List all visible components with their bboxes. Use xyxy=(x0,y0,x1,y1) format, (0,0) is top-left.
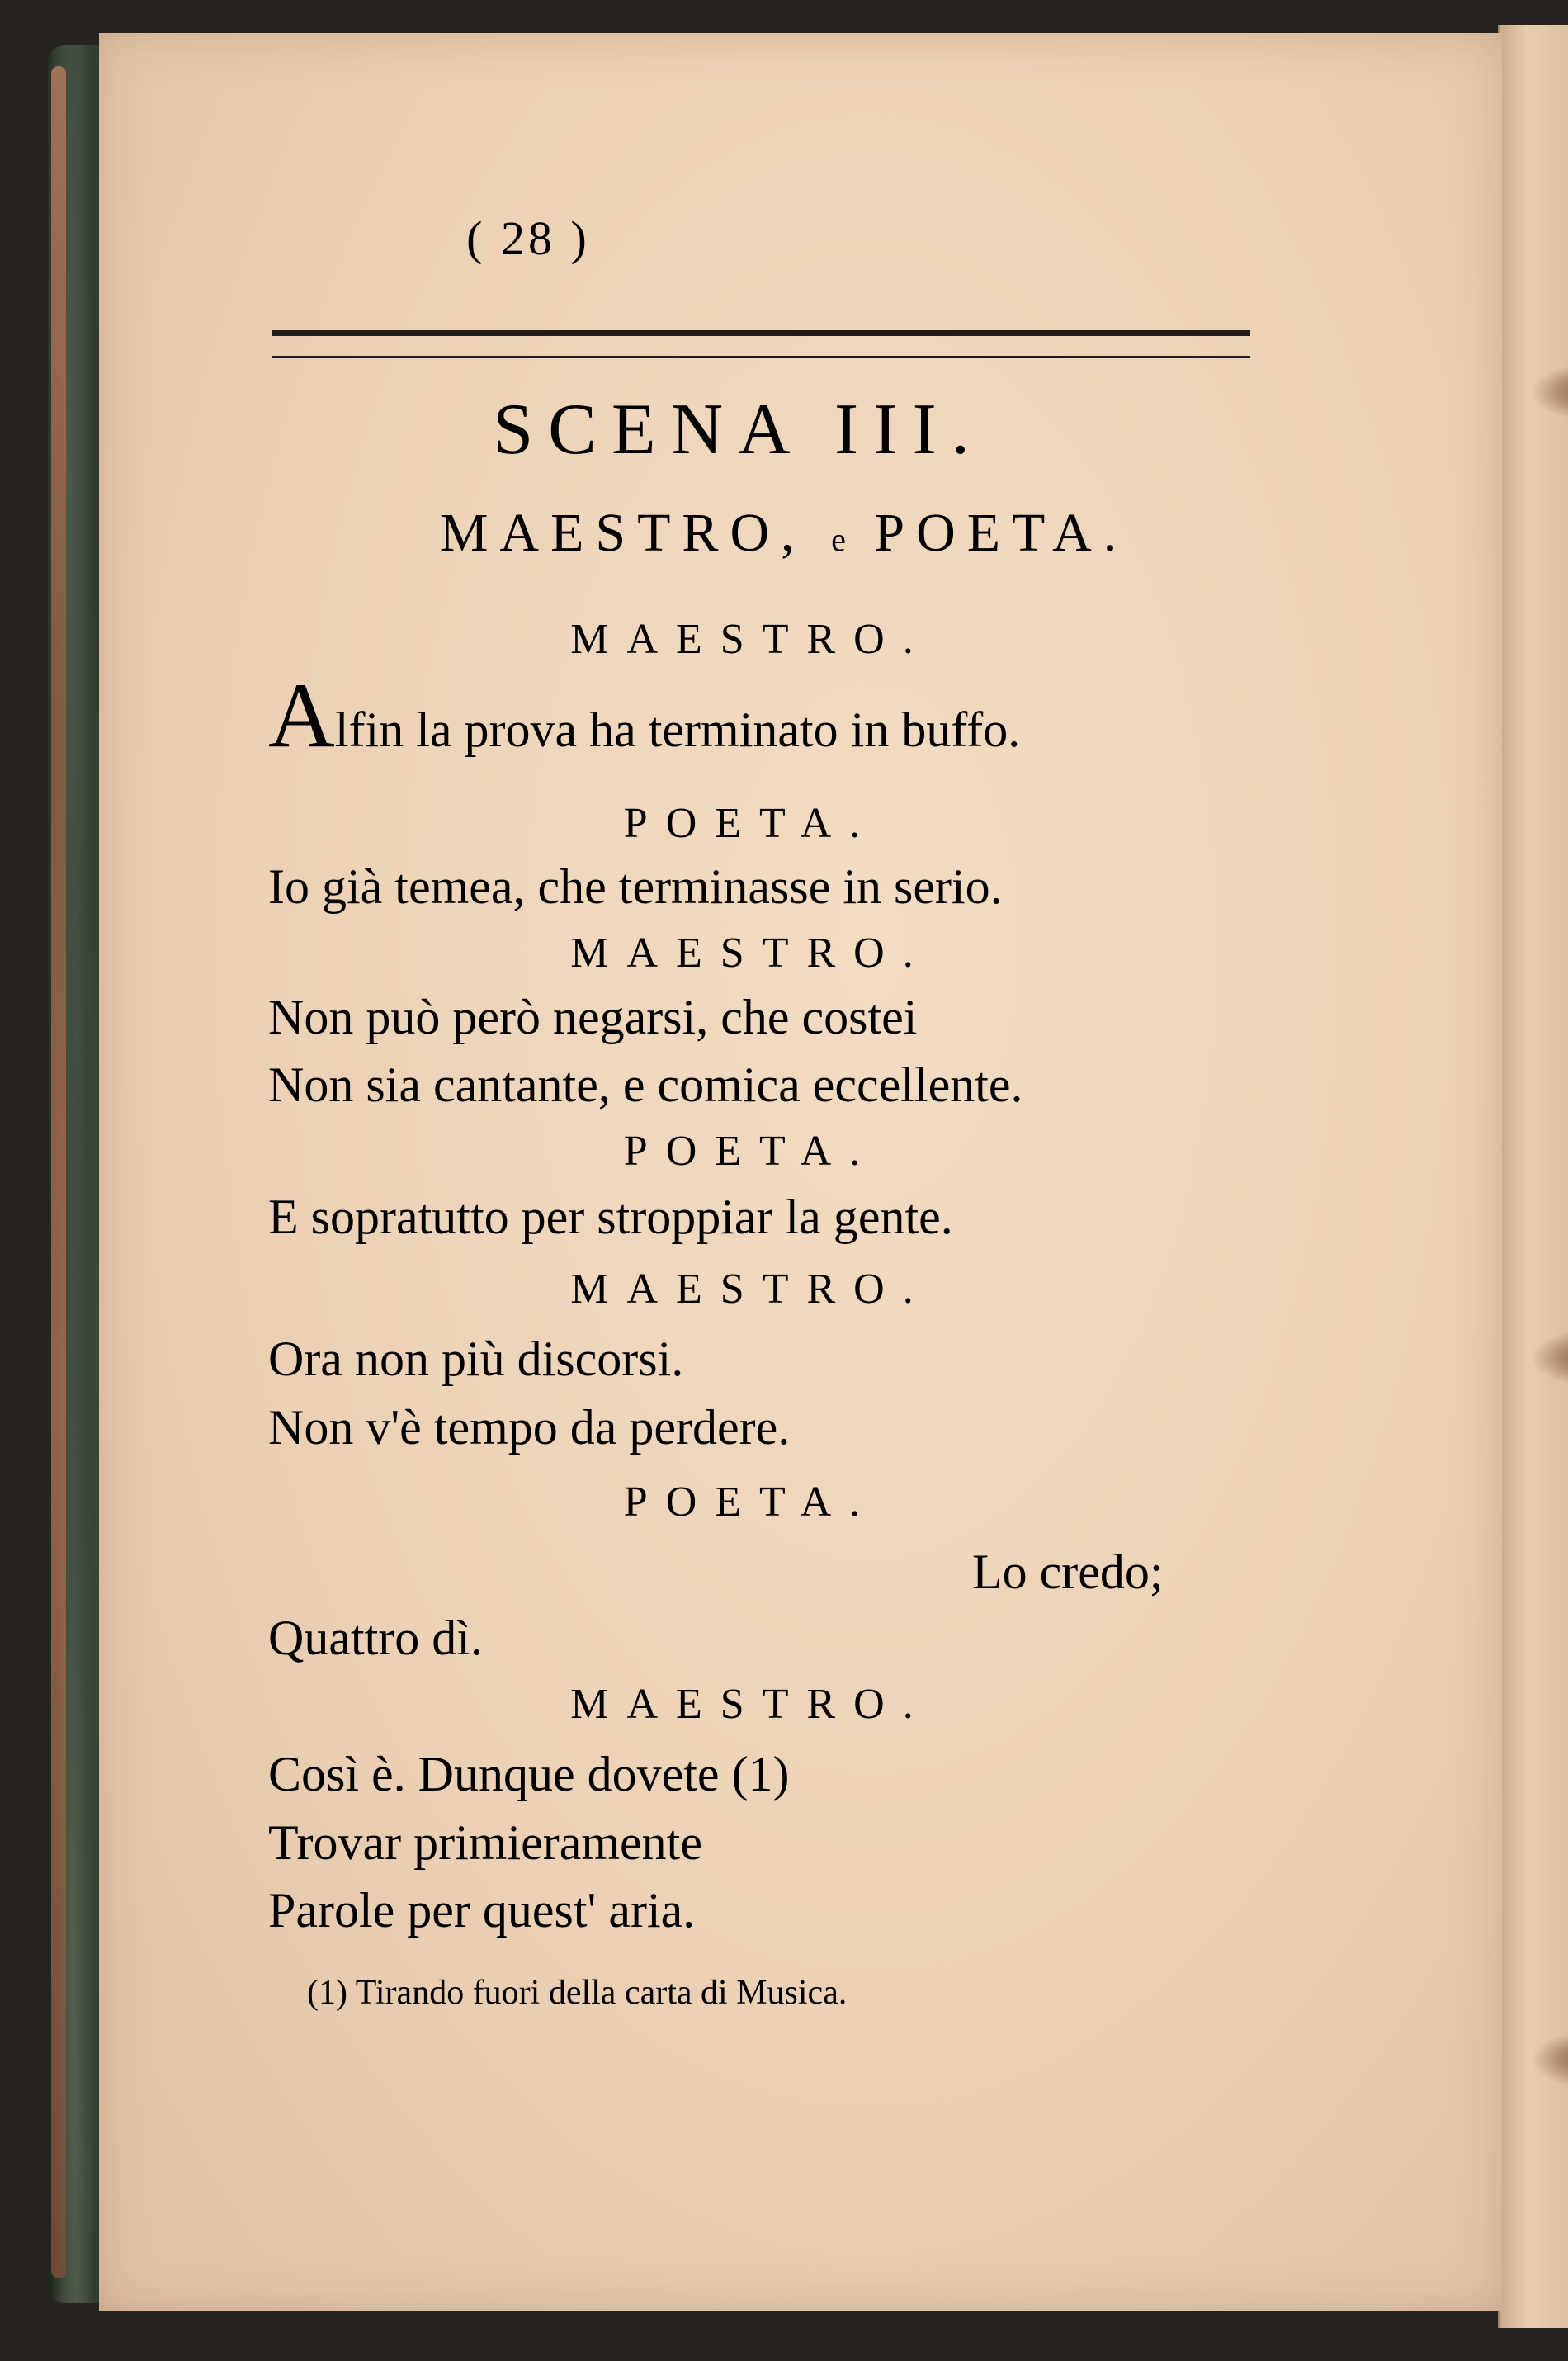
dialogue-line: Parole per quest' aria. xyxy=(268,1883,696,1938)
dialogue-line: Non sia cantante, e comica eccellente. xyxy=(268,1057,1023,1112)
character-conjunction: e xyxy=(831,521,849,558)
binding-stitch xyxy=(1531,2031,1568,2089)
footnote: (1) Tirando fuori della carta di Musica. xyxy=(307,1974,848,2012)
dialogue-line xyxy=(268,665,1021,767)
header-rule xyxy=(272,330,1250,358)
spine-edge xyxy=(51,66,66,2278)
dialogue-line: E sopratutto per stroppiar la gente. xyxy=(268,1190,953,1244)
dialogue-line: Lo credo; xyxy=(972,1545,1164,1599)
speaker-label: MAESTRO. xyxy=(570,1681,932,1728)
dialogue-line-rest: lfin la prova ha terminato in buffo. xyxy=(334,703,1021,757)
dialogue-line: Quattro dì. xyxy=(268,1611,483,1665)
speaker-label: POETA. xyxy=(623,1128,879,1175)
character-1: MAESTRO, xyxy=(439,503,806,563)
page-number: ( 28 ) xyxy=(466,211,590,265)
speaker-label: POETA. xyxy=(623,800,879,847)
dialogue-line: Io già temea, che terminasse in serio. xyxy=(268,859,1003,914)
scene-title: SCENA III. xyxy=(493,390,985,470)
drop-cap: A xyxy=(268,665,335,767)
scene-characters xyxy=(314,502,1254,565)
speaker-label: MAESTRO. xyxy=(570,930,932,977)
speaker-label: MAESTRO. xyxy=(570,616,932,663)
speaker-label: POETA. xyxy=(623,1479,879,1526)
dialogue-line: Ora non più discorsi. xyxy=(268,1332,684,1386)
dialogue-line: Non v'è tempo da perdere. xyxy=(268,1400,791,1455)
character-2: POETA. xyxy=(874,503,1129,563)
dialogue-line: Trovar primieramente xyxy=(268,1815,702,1870)
binding-stitch xyxy=(1531,1329,1568,1387)
speaker-label: MAESTRO. xyxy=(570,1266,932,1313)
binding-stitch xyxy=(1531,363,1568,421)
dialogue-line: Così è. Dunque dovete (1) xyxy=(268,1747,790,1801)
dialogue-line: Non può però negarsi, che costei xyxy=(268,990,918,1044)
